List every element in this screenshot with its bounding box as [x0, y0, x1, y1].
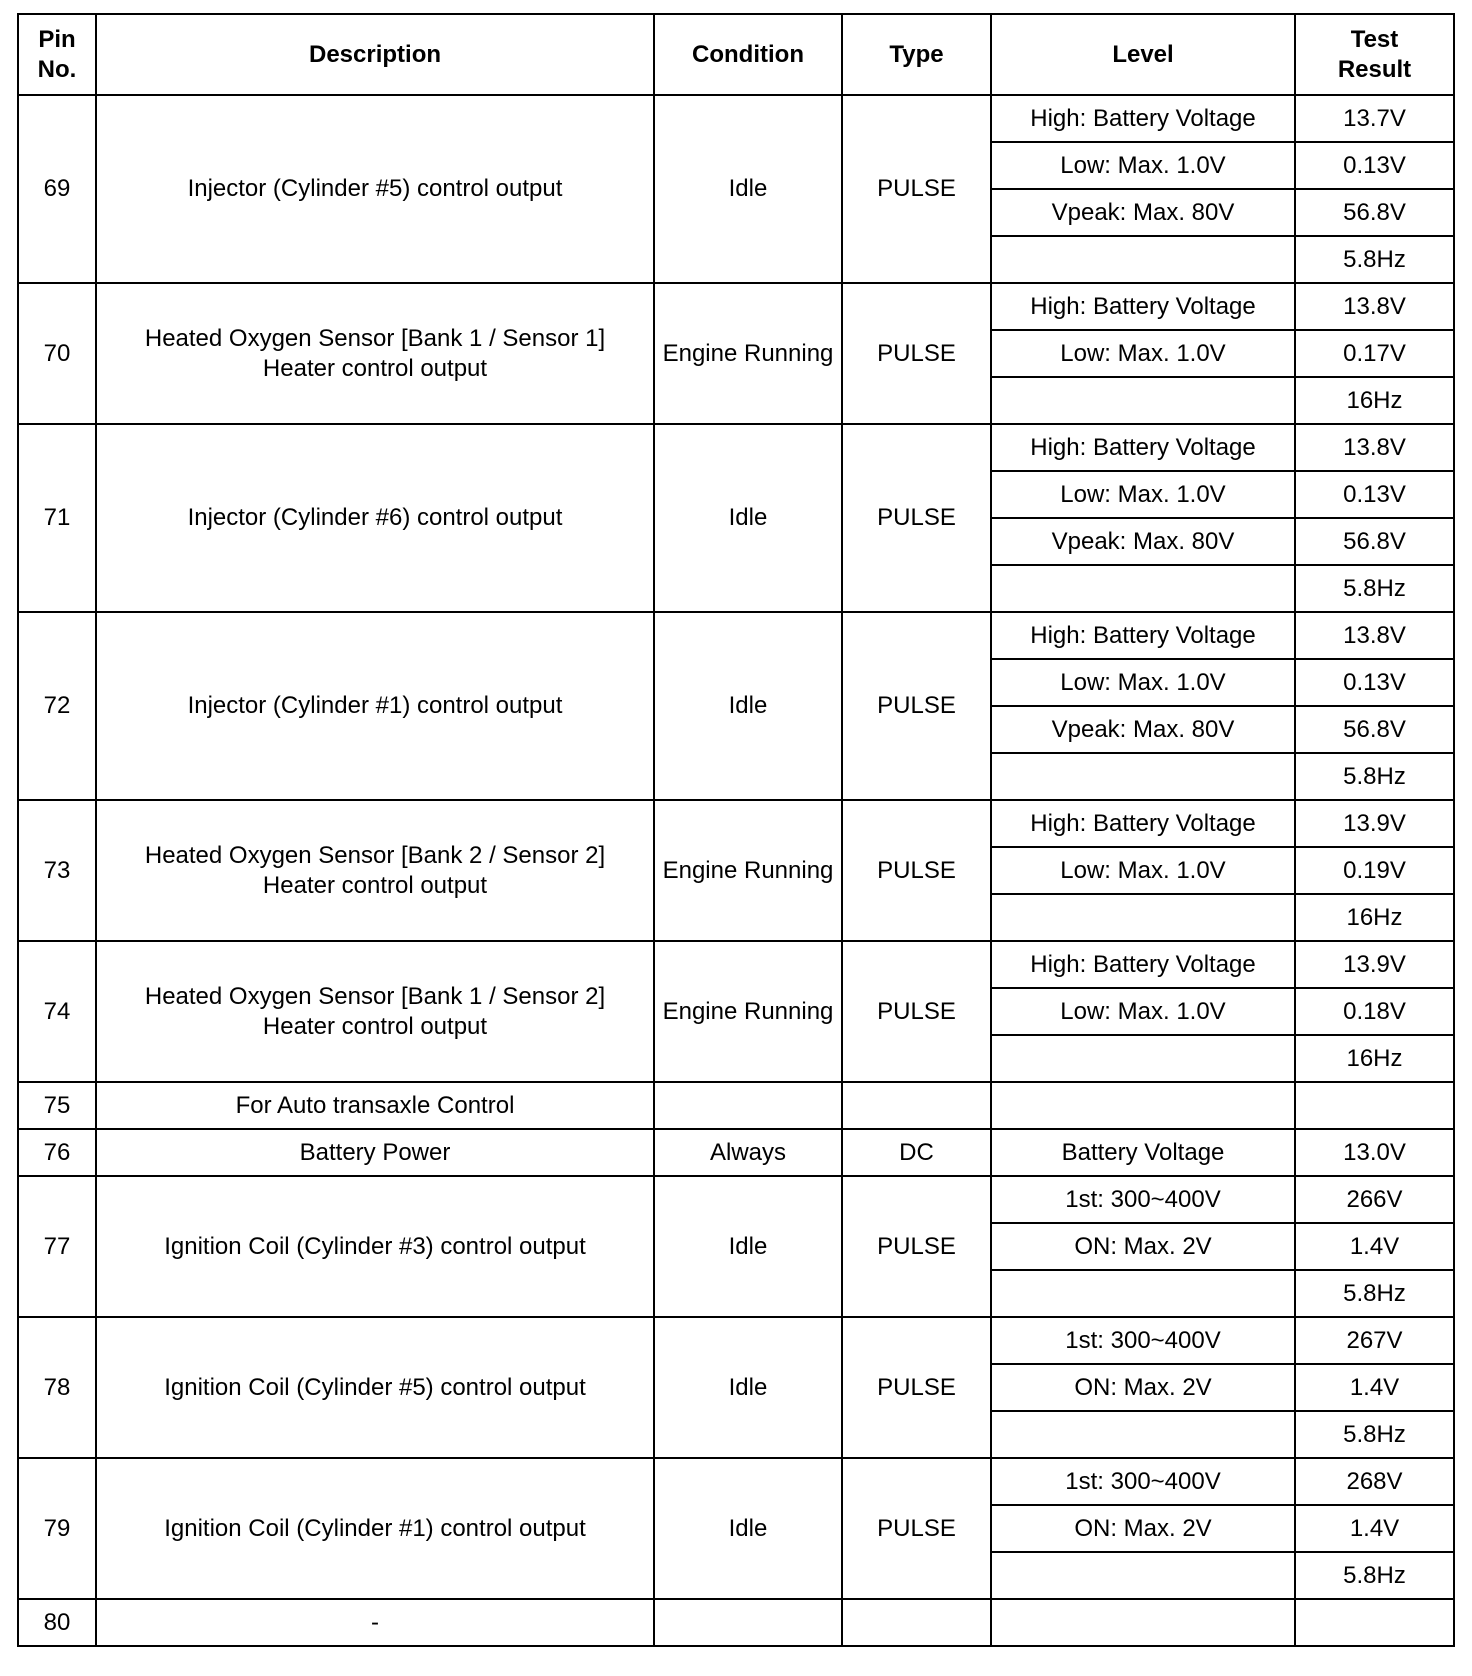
test-result: 16Hz: [1295, 894, 1454, 941]
level: [991, 753, 1295, 800]
test-result: 13.9V: [1295, 941, 1454, 988]
level: [991, 1082, 1295, 1129]
condition: Engine Running: [654, 800, 842, 941]
test-result: 5.8Hz: [1295, 1552, 1454, 1599]
pin-number: 73: [18, 800, 96, 941]
test-result: 5.8Hz: [1295, 1270, 1454, 1317]
condition: Idle: [654, 95, 842, 283]
header-pin: Pin No.: [18, 14, 96, 95]
test-result: 5.8Hz: [1295, 236, 1454, 283]
condition: Engine Running: [654, 941, 842, 1082]
signal-type: [842, 1599, 991, 1646]
test-result: 13.9V: [1295, 800, 1454, 847]
test-result: 0.13V: [1295, 471, 1454, 518]
test-result: 0.17V: [1295, 330, 1454, 377]
condition: [654, 1082, 842, 1129]
level: ON: Max. 2V: [991, 1505, 1295, 1552]
test-result: 5.8Hz: [1295, 1411, 1454, 1458]
signal-type: PULSE: [842, 1176, 991, 1317]
level: High: Battery Voltage: [991, 612, 1295, 659]
test-result: 0.19V: [1295, 847, 1454, 894]
pin-number: 69: [18, 95, 96, 283]
pin-number: 79: [18, 1458, 96, 1599]
level: [991, 236, 1295, 283]
level: [991, 1599, 1295, 1646]
test-result: 16Hz: [1295, 1035, 1454, 1082]
level: 1st: 300~400V: [991, 1176, 1295, 1223]
signal-type: PULSE: [842, 1458, 991, 1599]
description: Ignition Coil (Cylinder #5) control output: [96, 1317, 654, 1458]
level: Vpeak: Max. 80V: [991, 518, 1295, 565]
description: -: [96, 1599, 654, 1646]
test-result: 56.8V: [1295, 189, 1454, 236]
table-row: [18, 95, 1454, 142]
description: Injector (Cylinder #6) control output: [96, 424, 654, 612]
test-result: 1.4V: [1295, 1364, 1454, 1411]
condition: Idle: [654, 612, 842, 800]
test-result: 13.8V: [1295, 612, 1454, 659]
table-body: [18, 95, 1454, 1646]
signal-type: PULSE: [842, 800, 991, 941]
pin-number: 70: [18, 283, 96, 424]
test-result: [1295, 1599, 1454, 1646]
level: [991, 894, 1295, 941]
level: [991, 1552, 1295, 1599]
table-row: [18, 283, 1454, 330]
table-row: [18, 1317, 1454, 1364]
condition: Idle: [654, 424, 842, 612]
table-row: [18, 424, 1454, 471]
test-result: 13.0V: [1295, 1129, 1454, 1176]
test-result: 267V: [1295, 1317, 1454, 1364]
condition: Idle: [654, 1458, 842, 1599]
condition: Idle: [654, 1176, 842, 1317]
description: Injector (Cylinder #5) control output: [96, 95, 654, 283]
test-result: 13.8V: [1295, 424, 1454, 471]
table-row: [18, 1458, 1454, 1505]
description: For Auto transaxle Control: [96, 1082, 654, 1129]
test-result: 0.13V: [1295, 142, 1454, 189]
table-row: [18, 941, 1454, 988]
level: Low: Max. 1.0V: [991, 988, 1295, 1035]
test-result: 1.4V: [1295, 1505, 1454, 1552]
description: Ignition Coil (Cylinder #3) control output: [96, 1176, 654, 1317]
level: High: Battery Voltage: [991, 941, 1295, 988]
signal-type: PULSE: [842, 612, 991, 800]
pin-number: 71: [18, 424, 96, 612]
level: Battery Voltage: [991, 1129, 1295, 1176]
table-row: [18, 1176, 1454, 1223]
pin-number: 74: [18, 941, 96, 1082]
table-row: [18, 1599, 1454, 1646]
header-level: Level: [991, 14, 1295, 95]
table-row: [18, 800, 1454, 847]
signal-type: PULSE: [842, 424, 991, 612]
level: [991, 1035, 1295, 1082]
level: High: Battery Voltage: [991, 424, 1295, 471]
description: Ignition Coil (Cylinder #1) control output: [96, 1458, 654, 1599]
condition: Idle: [654, 1317, 842, 1458]
table-row: [18, 612, 1454, 659]
signal-type: PULSE: [842, 1317, 991, 1458]
description: Injector (Cylinder #1) control output: [96, 612, 654, 800]
header-condition: Condition: [654, 14, 842, 95]
pin-number: 80: [18, 1599, 96, 1646]
description: Heated Oxygen Sensor [Bank 1 / Sensor 1] Heater control output: [96, 283, 654, 424]
description: Heated Oxygen Sensor [Bank 2 / Sensor 2] Heater control output: [96, 800, 654, 941]
pin-number: 77: [18, 1176, 96, 1317]
header-type: Type: [842, 14, 991, 95]
table-row: [18, 1082, 1454, 1129]
level: [991, 1270, 1295, 1317]
signal-type: [842, 1082, 991, 1129]
level: 1st: 300~400V: [991, 1458, 1295, 1505]
test-result: 13.7V: [1295, 95, 1454, 142]
level: Vpeak: Max. 80V: [991, 706, 1295, 753]
table-row: [18, 1129, 1454, 1176]
level: High: Battery Voltage: [991, 283, 1295, 330]
signal-type: DC: [842, 1129, 991, 1176]
description: Heated Oxygen Sensor [Bank 1 / Sensor 2] Heater control output: [96, 941, 654, 1082]
level: ON: Max. 2V: [991, 1223, 1295, 1270]
level: 1st: 300~400V: [991, 1317, 1295, 1364]
level: ON: Max. 2V: [991, 1364, 1295, 1411]
test-result: [1295, 1082, 1454, 1129]
header-test-result: Test Result: [1295, 14, 1454, 95]
level: Low: Max. 1.0V: [991, 142, 1295, 189]
signal-type: PULSE: [842, 941, 991, 1082]
level: [991, 377, 1295, 424]
level: [991, 565, 1295, 612]
level: Low: Max. 1.0V: [991, 330, 1295, 377]
header-row: [18, 14, 1454, 95]
test-result: 266V: [1295, 1176, 1454, 1223]
test-result: 56.8V: [1295, 518, 1454, 565]
test-result: 268V: [1295, 1458, 1454, 1505]
test-result: 5.8Hz: [1295, 753, 1454, 800]
test-result: 1.4V: [1295, 1223, 1454, 1270]
condition: Always: [654, 1129, 842, 1176]
level: [991, 1411, 1295, 1458]
pin-number: 78: [18, 1317, 96, 1458]
level: Low: Max. 1.0V: [991, 659, 1295, 706]
level: Low: Max. 1.0V: [991, 471, 1295, 518]
pin-number: 76: [18, 1129, 96, 1176]
header-description: Description: [96, 14, 654, 95]
pin-number: 72: [18, 612, 96, 800]
level: High: Battery Voltage: [991, 95, 1295, 142]
test-result: 56.8V: [1295, 706, 1454, 753]
pin-test-table: [17, 13, 1455, 1647]
signal-type: PULSE: [842, 95, 991, 283]
pin-number: 75: [18, 1082, 96, 1129]
description: Battery Power: [96, 1129, 654, 1176]
test-result: 0.13V: [1295, 659, 1454, 706]
test-result: 5.8Hz: [1295, 565, 1454, 612]
test-result: 13.8V: [1295, 283, 1454, 330]
test-result: 0.18V: [1295, 988, 1454, 1035]
level: Vpeak: Max. 80V: [991, 189, 1295, 236]
signal-type: PULSE: [842, 283, 991, 424]
test-result: 16Hz: [1295, 377, 1454, 424]
condition: [654, 1599, 842, 1646]
condition: Engine Running: [654, 283, 842, 424]
level: Low: Max. 1.0V: [991, 847, 1295, 894]
level: High: Battery Voltage: [991, 800, 1295, 847]
